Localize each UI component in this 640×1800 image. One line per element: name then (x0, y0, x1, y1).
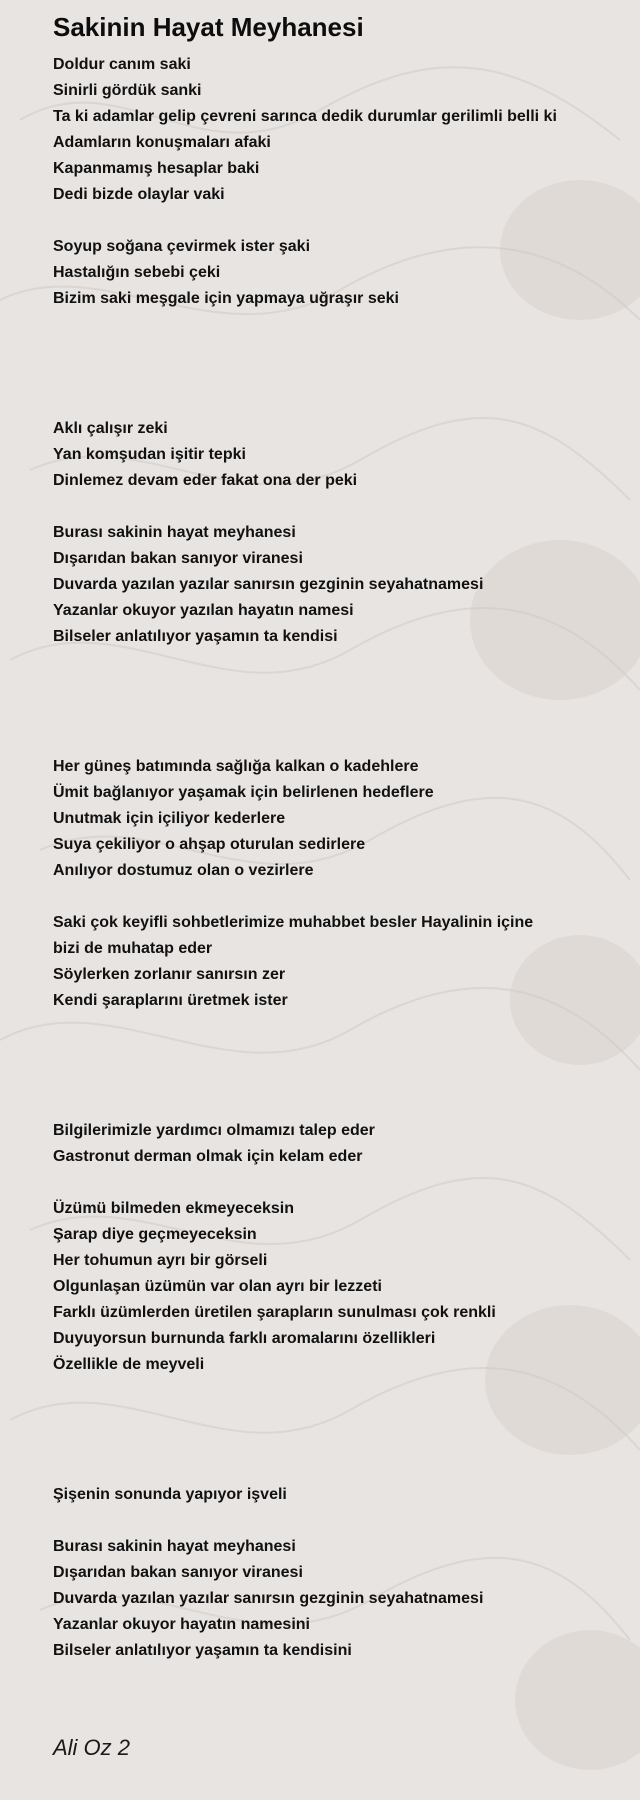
poem-container (53, 10, 623, 1664)
stanza-break (53, 1404, 623, 1430)
poem-line: Her tohumun ayrı bir görseli (53, 1252, 268, 1269)
stanza-break (53, 312, 623, 338)
poem-line: Üzümü bilmeden ekmeyeceksin (53, 1200, 294, 1217)
poem-line: Duvarda yazılan yazılar sanırsın gezginin seyahatnamesi (53, 1590, 484, 1607)
poem-line: Suya çekiliyor o ahşap oturulan sedirlere (53, 836, 366, 853)
poem-line: Yazanlar okuyor yazılan hayatın namesi (53, 602, 354, 619)
stanza-break (53, 1170, 623, 1196)
poem-author: Ali Oz 2 (53, 1735, 131, 1760)
poem-line: Aklı çalışır zeki (53, 420, 168, 437)
stanza-break (53, 1066, 623, 1092)
poem-line: Saki çok keyifli sohbetlerimize muhabbet besler Hayalinin içine (53, 914, 534, 931)
poem-line: Gastronut derman olmak için kelam eder (53, 1148, 363, 1165)
stanza-break (53, 1040, 623, 1066)
poem-line: Kendi şaraplarını üretmek ister (53, 992, 288, 1009)
poem-line: Şişenin sonunda yapıyor işveli (53, 1486, 287, 1503)
stanza-break (53, 338, 623, 364)
poem-line: Her güneş batımında sağlığa kalkan o kadehlere (53, 758, 419, 775)
stanza-break (53, 208, 623, 234)
poem-line: Dedi bizde olaylar vaki (53, 186, 225, 203)
poem-body (53, 52, 623, 1664)
stanza-break (53, 650, 623, 676)
stanza-break (53, 1092, 623, 1118)
poem-line: Bilseler anlatılıyor yaşamın ta kendisini (53, 1642, 352, 1659)
poem-line: Bizim saki meşgale için yapmaya uğraşır seki (53, 290, 399, 307)
stanza-break (53, 884, 623, 910)
poem-line: Duyuyorsun burnunda farklı aromalarını özellikleri (53, 1330, 436, 1347)
poem-line: Ümit bağlanıyor yaşamak için belirlenen hedeflere (53, 784, 434, 801)
poem-line: bizi de muhatap eder (53, 940, 213, 957)
poem-line: Sinirli gördük sanki (53, 82, 202, 99)
poem-line: Soyup soğana çevirmek ister şaki (53, 238, 311, 255)
poem-line: Dinlemez devam eder fakat ona der peki (53, 472, 358, 489)
stanza-break (53, 1508, 623, 1534)
poem-line: Doldur canım saki (53, 56, 191, 73)
poem-line: Anılıyor dostumuz olan o vezirlere (53, 862, 314, 879)
stanza-break (53, 494, 623, 520)
poem-line: Adamların konuşmaları afaki (53, 134, 271, 151)
stanza-break (53, 702, 623, 728)
poem-line: Burası sakinin hayat meyhanesi (53, 524, 296, 541)
stanza-break (53, 728, 623, 754)
poem-line: Yan komşudan işitir tepki (53, 446, 246, 463)
poem-line: Şarap diye geçmeyeceksin (53, 1226, 257, 1243)
stanza-break (53, 390, 623, 416)
poem-line: Dışarıdan bakan sanıyor viranesi (53, 550, 303, 567)
poem-line: Bilseler anlatılıyor yaşamın ta kendisi (53, 628, 338, 645)
stanza-break (53, 1378, 623, 1404)
poem-line: Hastalığın sebebi çeki (53, 264, 221, 281)
poem-line: Burası sakinin hayat meyhanesi (53, 1538, 296, 1555)
stanza-break (53, 364, 623, 390)
poem-line: Unutmak için içiliyor kederlere (53, 810, 286, 827)
stanza-break (53, 1430, 623, 1456)
poem-line: Bilgilerimizle yardımcı olmamızı talep eder (53, 1122, 375, 1139)
poem-line: Kapanmamış hesaplar baki (53, 160, 260, 177)
stanza-break (53, 1456, 623, 1482)
stanza-break (53, 676, 623, 702)
poem-line: Ta ki adamlar gelip çevreni sarınca dedik durumlar gerilimli belli ki (53, 108, 557, 125)
stanza-break (53, 1014, 623, 1040)
poem-line: Duvarda yazılan yazılar sanırsın gezginin seyahatnamesi (53, 576, 484, 593)
poem-line: Söylerken zorlanır sanırsın zer (53, 966, 286, 983)
poem-line: Yazanlar okuyor hayatın namesini (53, 1616, 310, 1633)
poem-line: Özellikle de meyveli (53, 1356, 205, 1373)
poem-title: Sakinin Hayat Meyhanesi (53, 12, 364, 42)
poem-line: Farklı üzümlerden üretilen şarapların sunulması çok renkli (53, 1304, 496, 1321)
poem-line: Olgunlaşan üzümün var olan ayrı bir lezzeti (53, 1278, 382, 1295)
poem-line: Dışarıdan bakan sanıyor viranesi (53, 1564, 303, 1581)
